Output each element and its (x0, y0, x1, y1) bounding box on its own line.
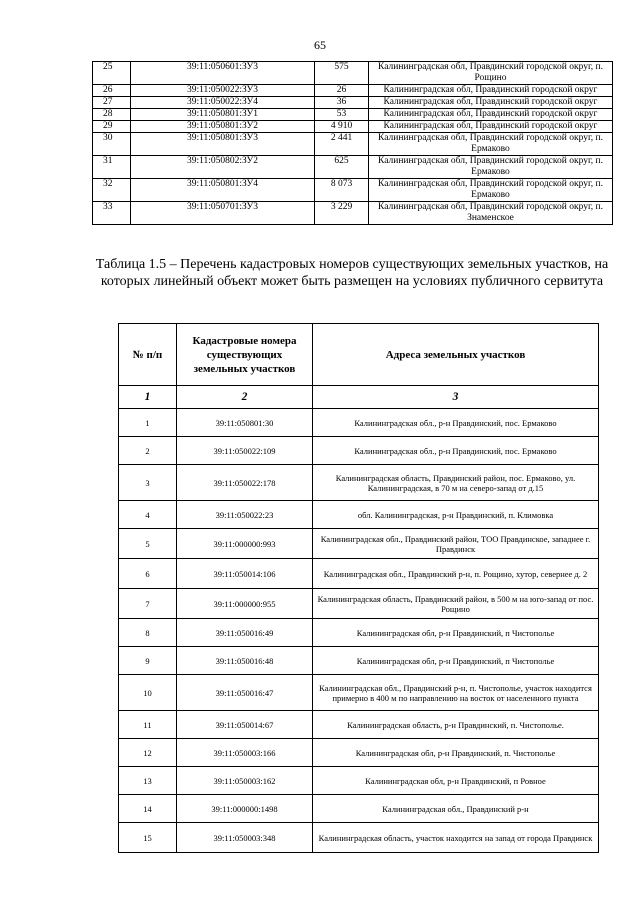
cadastral-number: 39:11:000000:1498 (177, 795, 313, 823)
row-number: 9 (119, 647, 177, 675)
plot-address: Калининградская обл, Правдинский городской округ (369, 85, 613, 97)
row-number: 11 (119, 711, 177, 739)
header-number: № п/п (119, 324, 177, 386)
table-row (119, 529, 599, 559)
cadastral-number: 39:11:050801:30 (177, 409, 313, 437)
plot-address: Калининградская обл., р-н Правдинский, пос. Ермаково (313, 437, 599, 465)
table-row (119, 619, 599, 647)
row-number: 30 (93, 133, 131, 156)
plot-address: Калининградская область, Правдинский район, пос. Ермаково, ул. Калининградская, в 70 м на северо-запад от д.15 (313, 465, 599, 501)
row-number: 5 (119, 529, 177, 559)
plot-address: Калининградская обл., р-н Правдинский, пос. Ермаково (313, 409, 599, 437)
row-number: 13 (119, 767, 177, 795)
plot-address: Калининградская обл, Правдинский городской округ, п. Рощино (369, 62, 613, 85)
cadastral-number: 39:11:050601:ЗУ3 (131, 62, 315, 85)
cadastral-number: 39:11:050801:ЗУ2 (131, 121, 315, 133)
plot-area: 625 (315, 156, 369, 179)
plot-address: Калининградская обл., Правдинский р-н, п. Чистополье, участок находится примерно в 400 м по направлению на восток от населенного пункта (313, 675, 599, 711)
table-row (119, 589, 599, 619)
page-number: 65 (314, 38, 326, 52)
plot-address: Калининградская обл, Правдинский городской округ (369, 97, 613, 109)
row-number: 28 (93, 109, 131, 121)
table-row (119, 465, 599, 501)
cadastral-table-continued (92, 61, 613, 225)
cadastral-number: 39:11:050701:ЗУ3 (131, 202, 315, 225)
cadastral-number: 39:11:050022:ЗУ3 (131, 85, 315, 97)
table-row (93, 179, 613, 202)
cadastral-number: 39:11:050016:48 (177, 647, 313, 675)
row-number: 14 (119, 795, 177, 823)
table-row (119, 437, 599, 465)
cadastral-number: 39:11:050014:67 (177, 711, 313, 739)
cadastral-number: 39:11:050022:ЗУ4 (131, 97, 315, 109)
plot-address: Калининградская обл, Правдинский городской округ, п. Ермаково (369, 133, 613, 156)
table-row (119, 647, 599, 675)
plot-address: Калининградская обл., Правдинский р-н (313, 795, 599, 823)
plot-area: 3 229 (315, 202, 369, 225)
plot-address: Калининградская область, участок находится на запад от города Правдинск (313, 823, 599, 853)
plot-address: Калининградская обл., Правдинский р-н, п. Рощино, хутор, севернее д. 2 (313, 559, 599, 589)
table-row (119, 767, 599, 795)
cadastral-number: 39:11:050801:ЗУ4 (131, 179, 315, 202)
cadastral-number: 39:11:050014:106 (177, 559, 313, 589)
row-number: 25 (93, 62, 131, 85)
easement-plots-table (118, 323, 599, 853)
plot-address: Калининградская обл, Правдинский городской округ, п. Ермаково (369, 179, 613, 202)
table-row (119, 795, 599, 823)
plot-address: Калининградская обл, р-н Правдинский, п. Чистополье (313, 739, 599, 767)
table-row (93, 109, 613, 121)
cadastral-number: 39:11:050022:178 (177, 465, 313, 501)
table-row (119, 675, 599, 711)
cadastral-number: 39:11:050802:ЗУ2 (131, 156, 315, 179)
table-row (93, 62, 613, 85)
column-number: 2 (177, 386, 313, 409)
table-row (93, 202, 613, 225)
table-row (119, 711, 599, 739)
row-number: 4 (119, 501, 177, 529)
column-number: 3 (313, 386, 599, 409)
cadastral-number: 39:11:050801:ЗУ3 (131, 133, 315, 156)
plot-address: Калининградская обл, Правдинский городской округ (369, 121, 613, 133)
column-number-row (119, 386, 599, 409)
plot-area: 53 (315, 109, 369, 121)
row-number: 27 (93, 97, 131, 109)
cadastral-number: 39:11:050022:109 (177, 437, 313, 465)
plot-address: Калининградская обл, Правдинский городской округ (369, 109, 613, 121)
row-number: 32 (93, 179, 131, 202)
cadastral-number: 39:11:000000:993 (177, 529, 313, 559)
table-row (93, 97, 613, 109)
plot-area: 2 441 (315, 133, 369, 156)
cadastral-number: 39:11:050016:47 (177, 675, 313, 711)
row-number: 6 (119, 559, 177, 589)
table-row (119, 559, 599, 589)
row-number: 33 (93, 202, 131, 225)
plot-address: Калининградская обл, Правдинский городской округ, п. Знаменское (369, 202, 613, 225)
cadastral-number: 39:11:050003:166 (177, 739, 313, 767)
plot-area: 36 (315, 97, 369, 109)
cadastral-number: 39:11:050016:49 (177, 619, 313, 647)
row-number: 2 (119, 437, 177, 465)
cadastral-number: 39:11:000000:955 (177, 589, 313, 619)
cadastral-number: 39:11:050003:348 (177, 823, 313, 853)
table-row (119, 501, 599, 529)
row-number: 15 (119, 823, 177, 853)
row-number: 12 (119, 739, 177, 767)
plot-address: Калининградская обл, р-н Правдинский, п Чистополье (313, 619, 599, 647)
row-number: 8 (119, 619, 177, 647)
plot-address: Калининградская обл, р-н Правдинский, п Чистополье (313, 647, 599, 675)
cadastral-number: 39:11:050801:ЗУ1 (131, 109, 315, 121)
table-row (119, 409, 599, 437)
row-number: 26 (93, 85, 131, 97)
plot-address: Калининградская обл, Правдинский городской округ, п. Ермаково (369, 156, 613, 179)
plot-address: обл. Калининградская, р-н Правдинский, п. Климовка (313, 501, 599, 529)
table-row (93, 156, 613, 179)
plot-address: Калининградская область, Правдинский район, в 500 м на юго-запад от пос. Рощино (313, 589, 599, 619)
row-number: 10 (119, 675, 177, 711)
plot-area: 8 073 (315, 179, 369, 202)
table-row (93, 121, 613, 133)
table-row (119, 739, 599, 767)
plot-address: Калининградская обл, р-н Правдинский, п Ровное (313, 767, 599, 795)
plot-area: 4 910 (315, 121, 369, 133)
plot-address: Калининградская область, р-н Правдинский, п. Чистополье. (313, 711, 599, 739)
row-number: 29 (93, 121, 131, 133)
cadastral-number: 39:11:050003:162 (177, 767, 313, 795)
row-number: 31 (93, 156, 131, 179)
plot-area: 26 (315, 85, 369, 97)
table-caption: Таблица 1.5 – Перечень кадастровых номеров существующих земельных участков, на которых линейный объект может быть размещен на условиях публичного сервитута (95, 257, 609, 289)
column-number: 1 (119, 386, 177, 409)
header-cadastral: Кадастровые номера существующих земельных участков (177, 324, 313, 386)
row-number: 1 (119, 409, 177, 437)
header-address: Адреса земельных участков (313, 324, 599, 386)
row-number: 3 (119, 465, 177, 501)
row-number: 7 (119, 589, 177, 619)
cadastral-number: 39:11:050022:23 (177, 501, 313, 529)
table-row (93, 85, 613, 97)
table-row (93, 133, 613, 156)
plot-area: 575 (315, 62, 369, 85)
plot-address: Калининградская обл., Правдинский район, ТОО Правдинское, западнее г. Правдинск (313, 529, 599, 559)
table-row (119, 823, 599, 853)
